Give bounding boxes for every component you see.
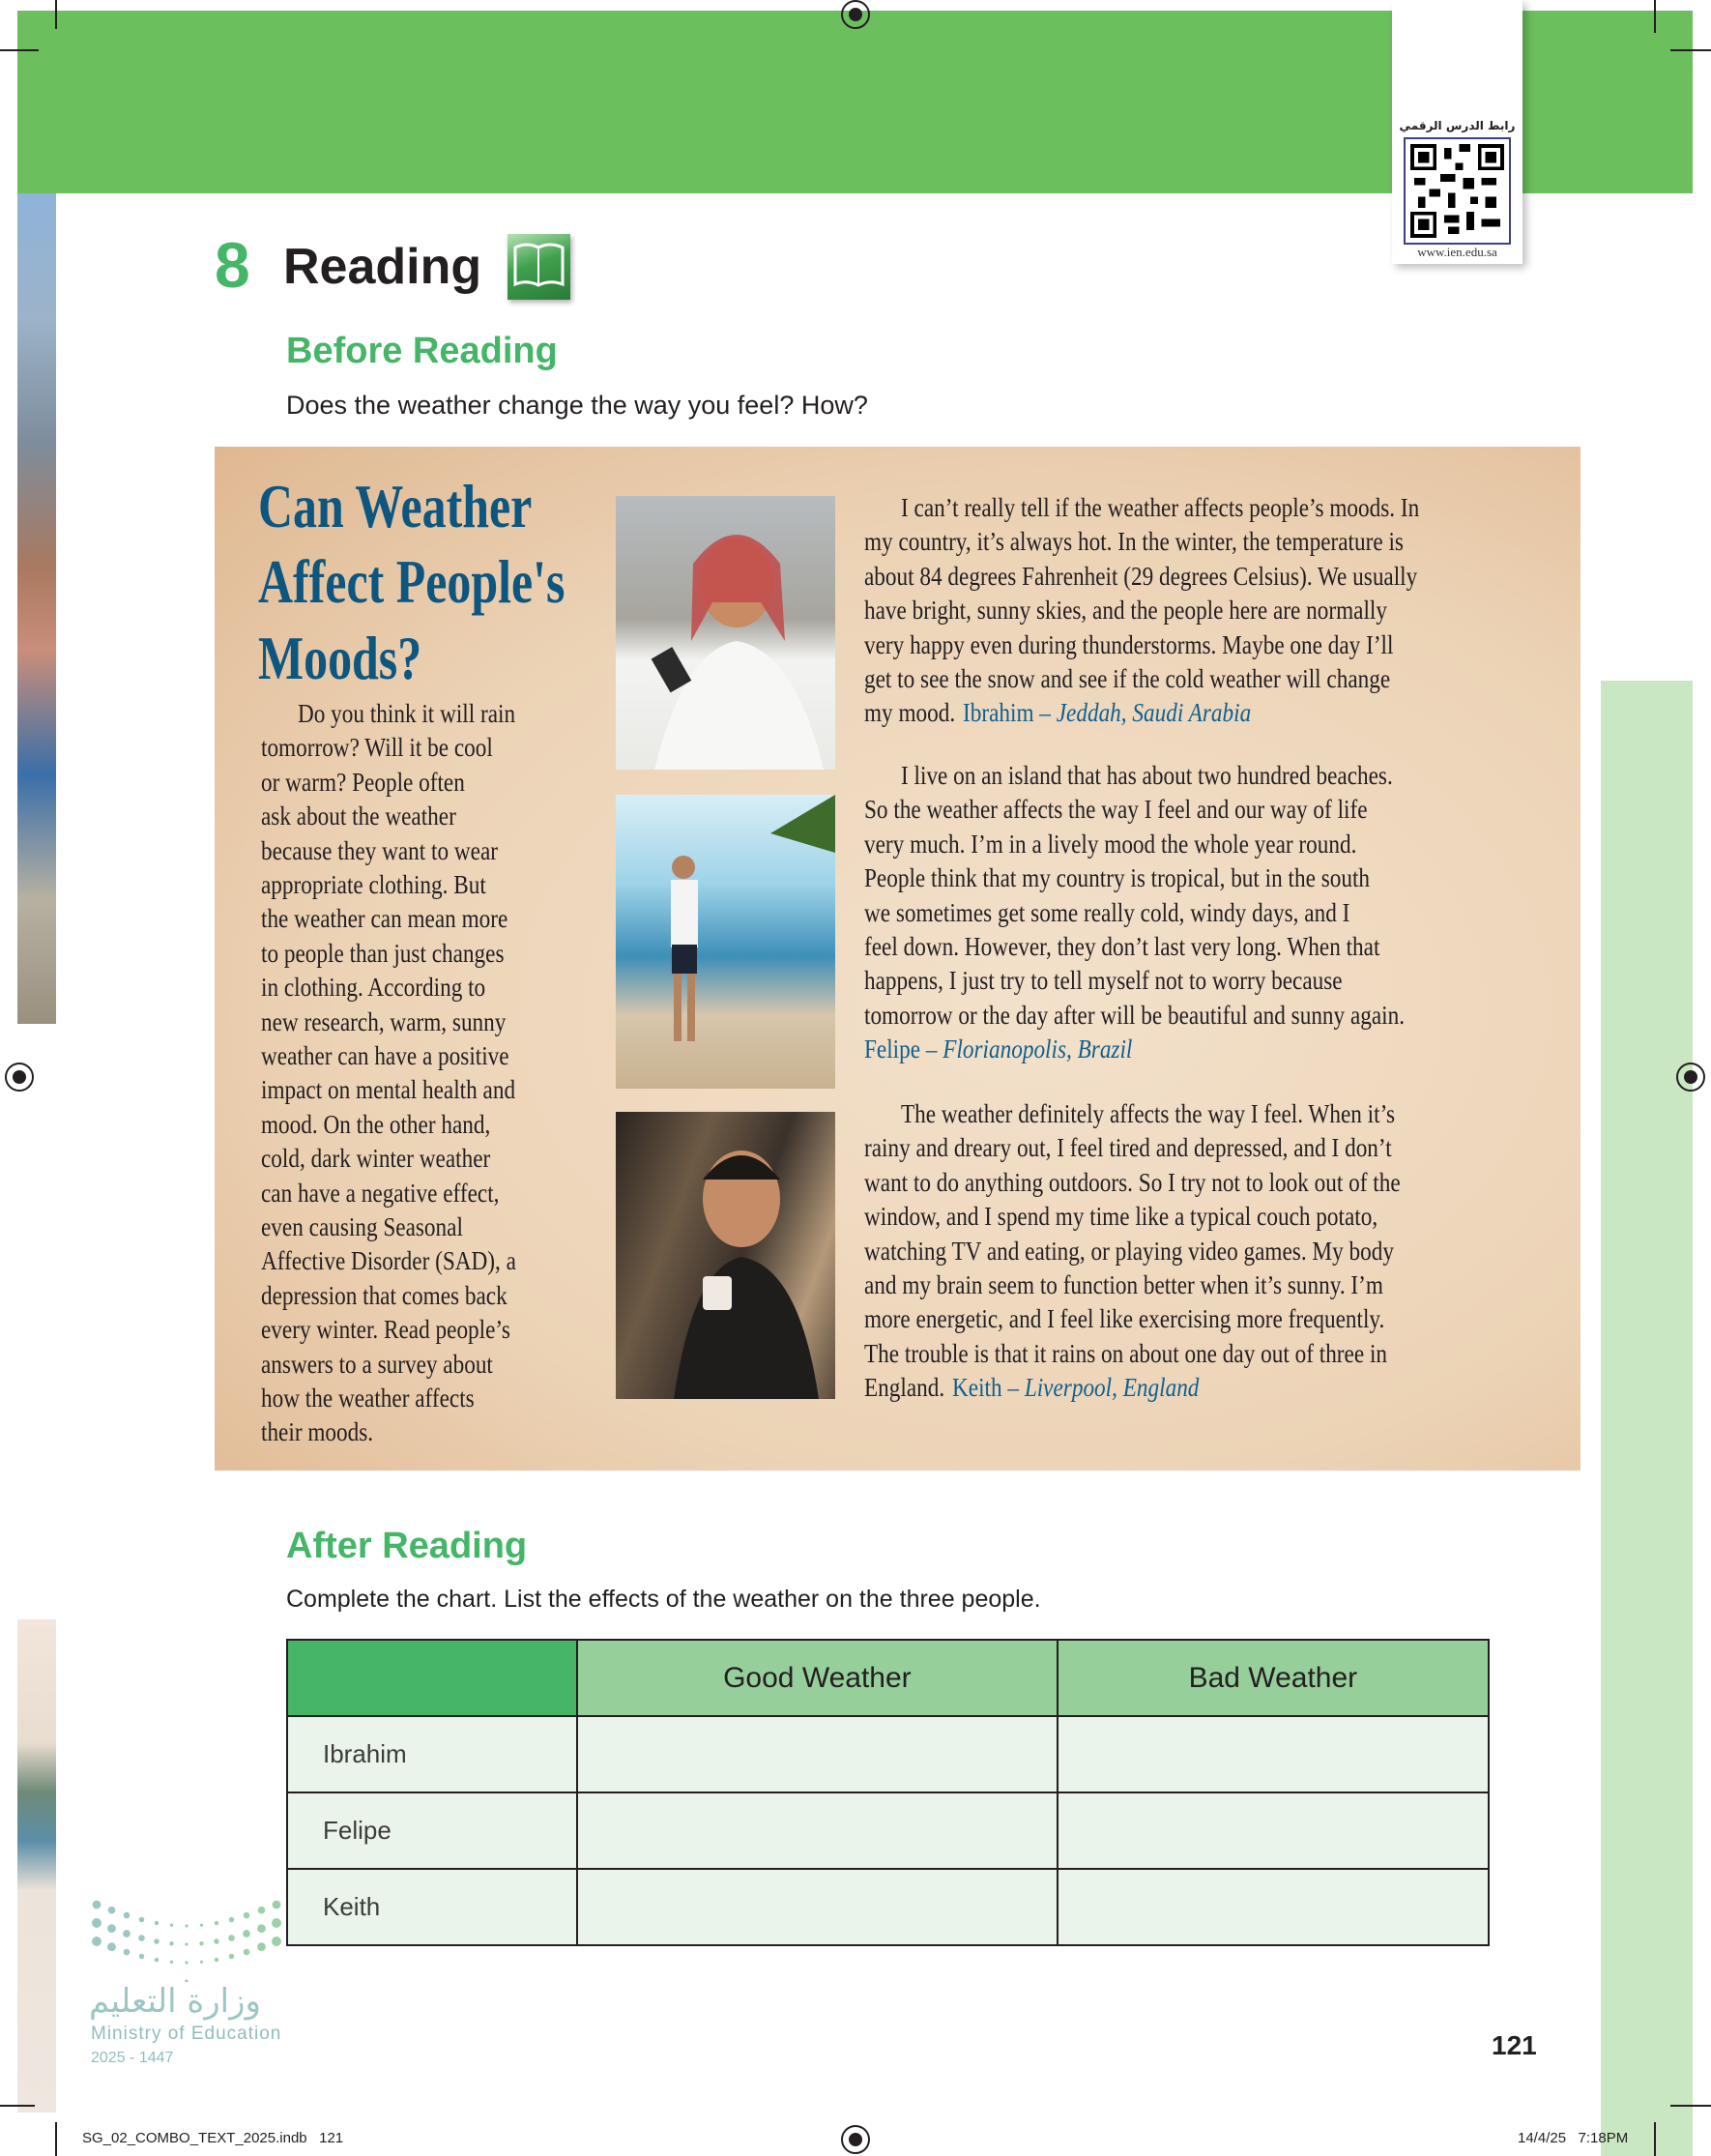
footer-date: 14/4/25 7:18PM — [1518, 2130, 1629, 2146]
text-line: get to see the snow and see if the cold weather will change — [864, 664, 1391, 693]
text-line: about 84 degrees Fahrenheit (29 degrees Celsius). We usually — [864, 561, 1418, 591]
crop-mark — [1654, 0, 1656, 33]
logo-dot — [215, 1958, 218, 1962]
ministry-name-english: Ministry of Education — [91, 2024, 282, 2044]
good-weather-cell[interactable] — [577, 1869, 1058, 1945]
logo-dot — [200, 1924, 203, 1927]
text-line: weather can have a positive — [261, 1041, 509, 1070]
registration-mark-icon — [5, 1063, 34, 1092]
registration-mark-icon — [1676, 1063, 1705, 1092]
qr-label: رابط الدرس الرقمي — [1399, 119, 1516, 132]
logo-dot — [155, 1921, 159, 1925]
side-photo-strip — [17, 193, 56, 1024]
text-line: or warm? People often — [261, 767, 465, 797]
testimonial-signature — [864, 1032, 1132, 1066]
text-line: I live on an island that has about two hundred beaches. — [901, 761, 1393, 790]
text-line: more energetic, and I feel like exercising more frequently. — [864, 1304, 1385, 1334]
logo-dot — [155, 1958, 159, 1962]
row-label: Ibrahim — [287, 1716, 577, 1792]
text-line: the weather can mean more — [261, 904, 508, 934]
logo-dot — [273, 1901, 281, 1909]
text-line: ask about the weather — [261, 801, 456, 831]
text-line: even causing Seasonal — [261, 1212, 463, 1241]
logo-dot — [138, 1935, 145, 1941]
logo-dot — [200, 1961, 203, 1964]
crop-mark — [55, 0, 57, 29]
logo-dot — [124, 1912, 130, 1919]
logo-dot — [185, 1924, 188, 1927]
column-header-bad-weather: Bad Weather — [1058, 1640, 1489, 1716]
logo-dot — [123, 1930, 130, 1937]
logo-dot — [257, 1942, 266, 1951]
logo-dot — [108, 1907, 116, 1914]
table-row — [287, 1716, 1489, 1792]
ministry-name-arabic: وزارة التعليم — [89, 1982, 261, 2021]
logo-dot — [92, 1937, 102, 1946]
before-reading-heading: Before Reading — [286, 331, 558, 371]
text-line: So the weather affects the way I feel and our way of life — [864, 795, 1368, 825]
text-line: and my brain seem to function better when it’s sunny. I’m — [864, 1270, 1383, 1299]
testimonial-place: Liverpool, England — [1025, 1373, 1200, 1403]
logo-dot — [228, 1935, 235, 1941]
crop-mark — [0, 49, 39, 51]
logo-dot — [107, 1924, 116, 1933]
logo-dot — [139, 1954, 145, 1960]
logo-dot — [93, 1901, 102, 1909]
weather-effects-chart — [286, 1639, 1490, 1946]
registration-mark-icon — [841, 2125, 870, 2154]
logo-dot — [243, 1930, 250, 1937]
logo-dot — [169, 1941, 173, 1945]
text-line: new research, warm, sunny — [261, 1006, 507, 1036]
ministry-year: 2025 - 1447 — [91, 2050, 174, 2066]
logo-dot — [229, 1954, 235, 1960]
text-line: have bright, sunny skies, and the people here are normally — [864, 596, 1387, 626]
text-line: England. — [864, 1373, 945, 1403]
text-line: we sometimes get some really cold, windy days, and I — [864, 897, 1350, 927]
text-line: cold, dark winter weather — [261, 1144, 491, 1174]
logo-dot — [154, 1938, 160, 1944]
table-header-row — [287, 1640, 1489, 1716]
article-title-line: Moods? — [258, 624, 422, 692]
text-line: People think that my country is tropical, but in the south — [864, 863, 1371, 893]
qr-url[interactable]: www.ien.edu.sa — [1417, 245, 1497, 259]
crop-mark — [0, 2105, 35, 2107]
text-line: Affective Disorder (SAD), a — [261, 1246, 516, 1276]
text-line: every winter. Read people’s — [261, 1315, 510, 1345]
text-line: answers to a survey about — [261, 1349, 493, 1379]
good-weather-cell[interactable] — [577, 1792, 1058, 1869]
text-line: appropriate clothing. But — [261, 870, 486, 899]
logo-dot — [170, 1924, 173, 1927]
open-book-icon — [508, 234, 570, 300]
text-line: The trouble is that it rains on about one day out of three in — [864, 1338, 1388, 1368]
article-title-line: Can Weather — [258, 472, 533, 540]
text-line: Do you think it will rain — [298, 699, 516, 728]
logo-dot — [170, 1961, 173, 1964]
side-photo-strip — [17, 1619, 56, 2112]
text-line: my mood. — [864, 698, 956, 728]
column-header-good-weather: Good Weather — [577, 1640, 1058, 1716]
logo-dot — [272, 1918, 281, 1928]
text-line: impact on mental health and — [261, 1075, 516, 1105]
bad-weather-cell[interactable] — [1058, 1716, 1489, 1792]
footer-file: SG_02_COMBO_TEXT_2025.indb 121 — [82, 2130, 344, 2146]
logo-dot — [92, 1918, 102, 1928]
crop-mark — [55, 2122, 57, 2156]
text-line: very happy even during thunderstorms. Maybe one day I’ll — [864, 629, 1394, 659]
table-row — [287, 1792, 1489, 1869]
logo-dot — [139, 1917, 145, 1923]
text-line: happens, I just try to tell myself not to worry because — [864, 966, 1343, 996]
text-line: in clothing. According to — [261, 973, 486, 1003]
logo-dot — [257, 1924, 266, 1933]
text-line: tomorrow or the day after will be beautiful and sunny again. — [864, 1000, 1406, 1030]
logo-dot — [272, 1937, 281, 1946]
row-label: Keith — [287, 1869, 577, 1945]
logo-dot — [199, 1941, 203, 1945]
registration-mark-icon — [841, 0, 870, 29]
testimonial-signature — [963, 695, 1251, 730]
logo-dot — [244, 1949, 250, 1956]
text-line: to people than just changes — [261, 938, 505, 968]
logo-dot — [214, 1938, 219, 1944]
bad-weather-cell[interactable] — [1058, 1869, 1489, 1945]
testimonial-name: Keith – — [952, 1373, 1020, 1403]
text-line: mood. On the other hand, — [261, 1109, 491, 1139]
text-line: window, and I spend my time like a typical couch potato, — [864, 1202, 1378, 1232]
text-line: I can’t really tell if the weather affects people’s moods. In — [901, 493, 1420, 522]
text-line: my country, it’s always hot. In the winter, the temperature is — [864, 527, 1404, 557]
logo-dot — [185, 1961, 188, 1964]
testimonial-place: Jeddah, Saudi Arabia — [1056, 698, 1252, 728]
logo-dot — [215, 1921, 218, 1925]
text-line: rainy and dreary out, I feel tired and depressed, and I don’t — [864, 1133, 1392, 1163]
testimonial-name: Ibrahim – — [963, 698, 1052, 728]
logo-dot — [258, 1907, 266, 1914]
text-line: tomorrow? Will it be cool — [261, 733, 493, 763]
text-line: watching TV and eating, or playing video games. My body — [864, 1236, 1394, 1266]
lesson-number: 8 — [215, 229, 250, 301]
logo-dot — [124, 1949, 130, 1956]
crop-mark — [1654, 2122, 1656, 2156]
photo-ibrahim — [616, 496, 835, 770]
crop-mark — [1670, 49, 1711, 51]
text-line: very much. I’m in a lively mood the whole year round. — [864, 829, 1357, 859]
logo-dot — [185, 1942, 188, 1945]
photo-felipe — [616, 795, 835, 1089]
digital-lesson-card[interactable] — [1392, 0, 1522, 264]
text-line: depression that comes back — [261, 1280, 508, 1310]
text-line: because they want to wear — [261, 835, 498, 865]
testimonial-place: Florianopolis, Brazil — [942, 1034, 1133, 1064]
article-title-line: Affect People's — [258, 547, 566, 616]
text-line: their moods. — [261, 1417, 374, 1447]
text-line: how the weather affects — [261, 1384, 475, 1413]
logo-dot — [107, 1942, 116, 1951]
testimonial-name: Felipe – — [864, 1034, 938, 1064]
logo-dot — [244, 1912, 250, 1919]
good-weather-cell[interactable] — [577, 1716, 1058, 1792]
text-line: want to do anything outdoors. So I try not to look out of the — [864, 1167, 1401, 1197]
row-label: Felipe — [287, 1792, 577, 1869]
after-reading-instruction: Complete the chart. List the effects of the weather on the three people. — [286, 1586, 1041, 1613]
text-line: The weather definitely affects the way I feel. When it’s — [901, 1099, 1396, 1128]
table-row — [287, 1869, 1489, 1945]
logo-dot — [229, 1917, 235, 1923]
article-panel — [215, 447, 1580, 1471]
text-line: feel down. However, they don’t last very long. When that — [864, 932, 1380, 961]
after-reading-heading: After Reading — [286, 1526, 528, 1566]
side-color-strip — [1601, 681, 1693, 2156]
lesson-title: Reading — [283, 239, 482, 295]
crop-mark — [1670, 2105, 1711, 2107]
photo-keith — [616, 1112, 835, 1399]
testimonial-signature — [952, 1370, 1199, 1405]
column-header — [287, 1640, 577, 1716]
text-line: can have a negative effect, — [261, 1178, 500, 1208]
page-number: 121 — [1492, 2030, 1537, 2060]
before-reading-question: Does the weather change the way you feel? How? — [286, 391, 868, 420]
qr-code-icon[interactable] — [1404, 137, 1511, 245]
bad-weather-cell[interactable] — [1058, 1792, 1489, 1869]
ministry-logo-icon — [89, 1895, 287, 1982]
